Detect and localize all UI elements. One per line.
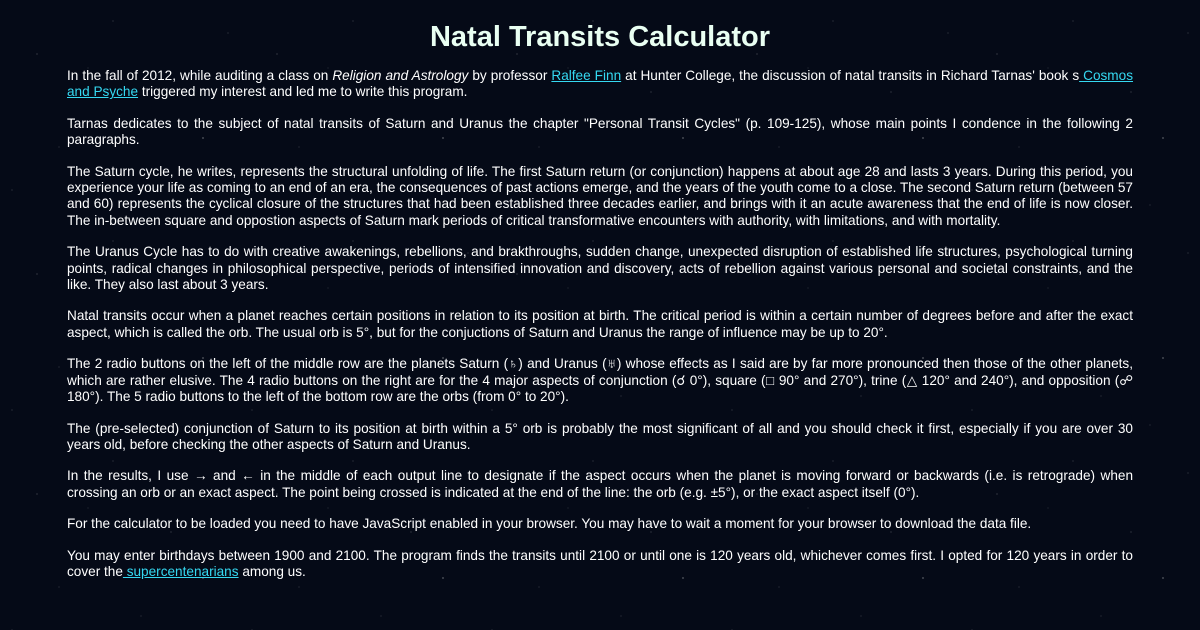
tarnas-paragraph: Tarnas dedicates to the subject of natal transits of Saturn and Uranus the chapter "Personal Transit Cycles" (p. 109-125), whose main points I condence in the following 2 paragraphs. <box>67 115 1133 148</box>
natal-transits-paragraph: Natal transits occur when a planet reaches certain positions in relation to its position at birth. The critical period is within a certain number of degrees before and after the exact aspect, which is called the orb. The usual orb is 5°, but for the conjuctions of Saturn and Uranus the range of influence may be up to 20°. <box>67 308 1133 340</box>
intro-text-2: by professor <box>468 68 552 83</box>
intro-text-1: In the fall of 2012, while auditing a class on <box>67 68 333 83</box>
birthdays-text-2: among us. <box>238 563 306 579</box>
birthdays-text-1: You may enter birthdays between 1900 and 2100. The program finds the transits until 2100 or until one is 120 years old, whichever comes first. I opted for 120 years in order to cover the <box>67 547 1133 579</box>
birthdays-paragraph <box>67 548 1133 581</box>
intro-text-3: at Hunter College, the discussion of natal transits in Richard Tarnas' book s <box>621 68 1080 83</box>
supercentenarians-link[interactable]: supercentenarians <box>122 563 239 579</box>
intro-paragraph <box>67 68 1133 101</box>
javascript-paragraph: For the calculator to be loaded you need to have JavaScript enabled in your browser. You may have to wait a moment for your browser to download the data file. <box>67 516 1032 532</box>
uranus-cycle-paragraph: The Uranus Cycle has to do with creative awakenings, rebellions, and brakthroughs, sudden change, unexpected disruption of established life structures, psychological turning points, radical changes in philosophical perspective, periods of intensified innovation and discovery, acts of rebellion against various personal and societal constraints, and the like. They also last about 3 years. <box>67 244 1133 293</box>
saturn-cycle-paragraph: The Saturn cycle, he writes, represents the structural unfolding of life. The first Saturn return (or conjunction) happens at about age 28 and lasts 3 years. During this period, you experience your life as coming to an end of an era, the consequences of past actions emerge, and the years of the youth come to a close. The second Saturn return (between 57 and 60) represents the cyclical closure of the structures that had been established three decades earlier, and brings with it an acute awareness that the end of life is now closer. The in-between square and oppostion aspects of Saturn mark periods of critical transformative encounters with authority, with limitations, and with mortality. <box>67 163 1133 228</box>
book-link[interactable]: Cosmos and Psyche <box>67 68 1133 100</box>
professor-link[interactable]: Ralfee Finn <box>551 68 622 83</box>
intro-text-4: triggered my interest and led me to write this program. <box>138 84 468 100</box>
results-paragraph: In the results, I use → and ← in the middle of each output line to designate if the aspect occurs when the planet is moving forward or backwards (i.e. is retrograde) when crossing an orb or an exact aspect. The point being crossed is indicated at the end of the line: the orb (e.g. ±5°), or the exact aspect itself (0°). <box>67 468 1133 500</box>
course-title: Religion and Astrology <box>332 68 469 83</box>
conjunction-paragraph: The (pre-selected) conjunction of Saturn to its position at birth within a 5° orb is probably the most significant of all and you should check it first, especially if you are over 30 years old, before checking the other aspects of Saturn and Uranus. <box>67 420 1133 452</box>
radio-buttons-paragraph: The 2 radio buttons on the left of the middle row are the planets Saturn (♄) and Uranus (♅) whose effects as I said are by far more pronounced then those of the other planets, which are rather elusive. The 4 radio buttons on the right are for the 4 major aspects of conjunction (☌ 0°), square (□ 90° and 270°), trine (△ 120° and 240°), and opposition (☍ 180°). The 5 radio buttons to the left of the bottom row are the orbs (from 0° to 20°). <box>67 356 1133 405</box>
page-title: Natal Transits Calculator <box>429 21 771 53</box>
